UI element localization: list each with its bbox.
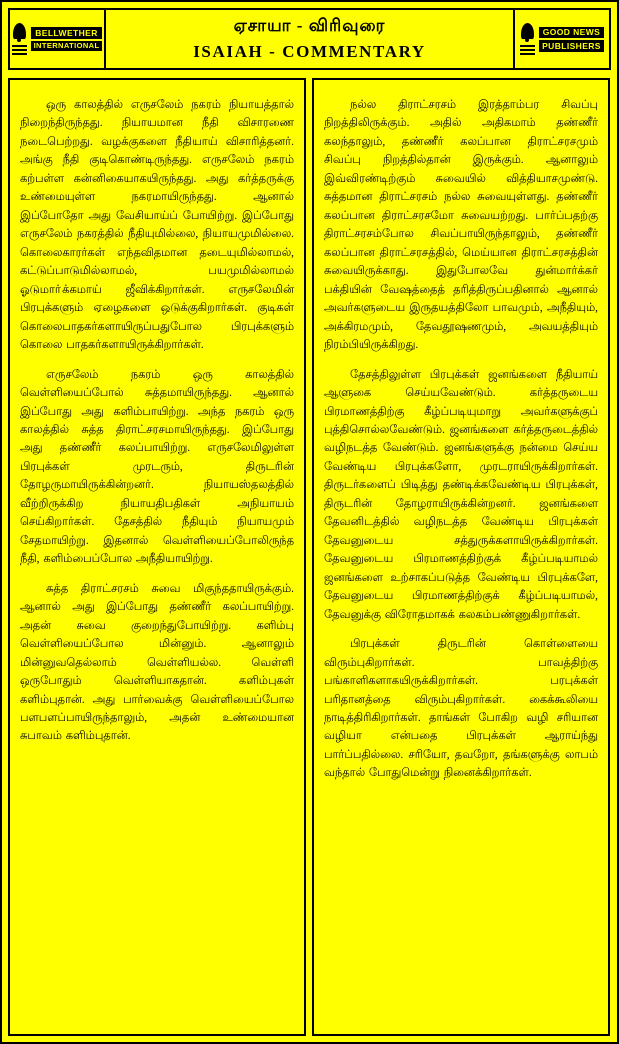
paragraph: தேசத்திலுள்ள பிரபுக்கள் ஜனங்களை நீதியாய் ஆளுகை செய்யவேண்டும். கர்த்தருடைய பிரமாணத்திற்கு கீழ்ப்படியுமாறு அவர்களுக்குப் புத்திசொல்லவேண்டும். ஜனங்களை கர்த்தருடைத்தில் வழிநடத்த வேண்டும். ஜனங்களுக்கு நன்மை செய்ய வேண்டிய பிரபுக்களோ, முரடராயிருக்கிறார்கள். திருடர்களைப் பிடித்து தண்டிக்கவேண்டிய பிரபுக்கள், திருடரின் தோழராயிருக்கின்றனர். ஜனங்களை தேவனிடத்தில் வழிநடத்த வேண்டிய பிரபுக்கள் தேவனுடைய சத்துருக்களாயிருக்கிறார்கள். தேவனுடைய பிரமாணத்திற்குக் கீழ்ப்படியாமல் ஜனங்களை உற்சாகப்படுத்த வேண்டிய பிரபுக்களே, தேவனுடைய பிரமாணத்திற்குக் கீழ்ப்படியாமல், தேவனுக்கு விரோதமாகக் கலகம்பண்ணுகிறார்கள். — [324, 368, 598, 621]
page-title — [106, 10, 513, 68]
paragraph: ஒரு காலத்தில் எருசலேம் நகரம் நியாயத்தால் நிறைந்திருந்தது. நியாயமான நீதி விசாரணை நடைபெற்றது. வழக்குகளை நீதியாய் விசாரித்தனர். அங்கு நீதி குடிகொண்டிருந்தது. எருசலேம் நகரம் கற்பள்ள கன்னிகையாகயிருந்தது. அது கர்த்தருக்கு உண்மையுள்ள நகரமாயிருந்தது. ஆனால் இப்போதோ அது வேசியாய்ப் போயிற்று. இப்போது எருசலேம் நகரத்தில் நீதியுமில்லை, நியாயமுமில்லை. கொலைகாரர்கள் எந்தவிதமான தடையுமில்லாமல், கட்டுப்பாடுமில்லாமல், பயமுமில்லாமல் ஓடுமாா்க்கமாய் ஜீவிக்கிறார்கள். எருசலேமின் பிரபுக்களும் ஏழைகளை ஒடுக்குகிறார்கள். குடிகள் கொலைபாதகர்களாயிருப்பதுபோல பிரபுக்களும் கொலை பாதகர்களாயிருக்கிறார்கள். — [20, 99, 294, 352]
document-body — [8, 78, 611, 1036]
paragraph: எருசலேம் நகரம் ஒரு காலத்தில் வெள்ளியைப்போல் சுத்தமாயிருந்தது. ஆனால் இப்போது அது களிம்பாயிற்று. அந்த நகரம் ஒரு காலத்தில் சுத்த திராட்சரசமாயிருந்தது. இப்போது அது தண்ணீர் கலப்பாயிற்று. எருசலேமிலுள்ள பிரபுக்கள் முரடரும், திருடரின் தோழருமாயிருக்கின்றனர். நியாயஸ்தலத்தில் வீற்றிருக்கிற நியாயதிபதிகள் அநியாயம் செய்கிறார்கள். தேசத்தில் நீதியும் நியாயமும் சேதமாயிற்று. இதனால் வெள்ளியைப்போலிருந்த நீதி, களிம்பைப்போல அநீதியாயிற்று. — [20, 368, 294, 566]
bell-icon — [12, 19, 28, 59]
good-news-logo-line2: PUBLISHERS — [539, 40, 604, 52]
good-news-publishers-logo — [513, 10, 609, 68]
left-column — [8, 78, 306, 1036]
title-english: ISAIAH - COMMENTARY — [193, 42, 426, 61]
document-header — [8, 8, 611, 70]
good-news-logo-line1: GOOD NEWS — [539, 27, 604, 39]
paragraph: பிரபுக்கள் திருடரின் கொள்ளையை விரும்புகிறார்கள். பாவத்திற்கு பங்காளிகளாகயிருக்கிறார்கள். பரபுக்கள் பரிதானத்தை விரும்புகிறார்கள். கைக்கூலியை நாடித்திரிகிறார்கள். தாங்கள் போகிற வழி சரியான வழியா என்பதை பிரபுக்கள் ஆராய்ந்து பார்ப்பதில்லை. சரியோ, தவறோ, தங்களுக்கு லாபம் வந்தால் போதுமென்று நினைக்கிறார்கள். — [324, 638, 598, 780]
bell-icon — [520, 19, 536, 59]
title-tamil: ஏசாயா - விரிவுரை — [233, 16, 386, 35]
right-column — [312, 78, 610, 1036]
paragraph: சுத்த திராட்சரசம் சுவை மிகுந்ததாயிருக்கும். ஆனால் அது இப்போது தண்ணீர் கலப்பாயிற்று. அதன் சுவை குறைந்துபோயிற்று. களிம்பு வெள்ளியைப்போல மின்னும். ஆனாலும் மின்னுவதெல்லாம் வெள்ளியல்ல. வெள்ளி ஒருபோதும் வெள்ளியாகதான். களிம்புகள் களிம்புதான். அது பார்வைக்கு வெள்ளியைப்போல பளபளப்பாயிருந்தாலும், அதன் உண்மையான சுபாவம் களிம்புதான். — [20, 582, 294, 743]
bellwether-logo-line2: INTERNATIONAL — [31, 41, 103, 52]
bellwether-logo-line1: BELLWETHER — [31, 27, 103, 39]
paragraph: நல்ல திராட்சரசம் இரத்தாம்பர சிவப்பு நிறத்திலிருக்கும். அதில் அதிகமாம் தண்ணீர் கலந்தாலும், தண்ணீர் கலப்பான திராட்சரசமும் சிவப்பு நிறத்தில்தான் இருக்கும். ஆனாலும் இவ்விரண்டிற்கும் சுவையில் வித்தியாசமுண்டு. சுத்தமான திராட்சரசம் நல்ல சுவையுள்ளது. தண்ணீர் கலப்பான திராட்சரசமோ சுவையற்றது. பார்ப்பதற்கு திராட்சரசம்போல சிவப்பாயிருந்தாலும், தண்ணீர் கலப்பான திராட்சரசத்தில், மெய்யான திராட்சரசத்தின் சுவையிருக்காது. இதுபோலவே துன்மார்க்கர் பக்தியின் வேஷத்தைத் தரித்திருப்பதினால் ஆனால் அவர்களுடைய இருதயத்திலோ பாவமும், அநீதியும், அக்கிரமமும், தேவதூஷணமும், அவயத்தியும் நிரம்பியிருக்கிறது. — [324, 99, 598, 352]
bellwether-international-logo — [10, 10, 106, 68]
